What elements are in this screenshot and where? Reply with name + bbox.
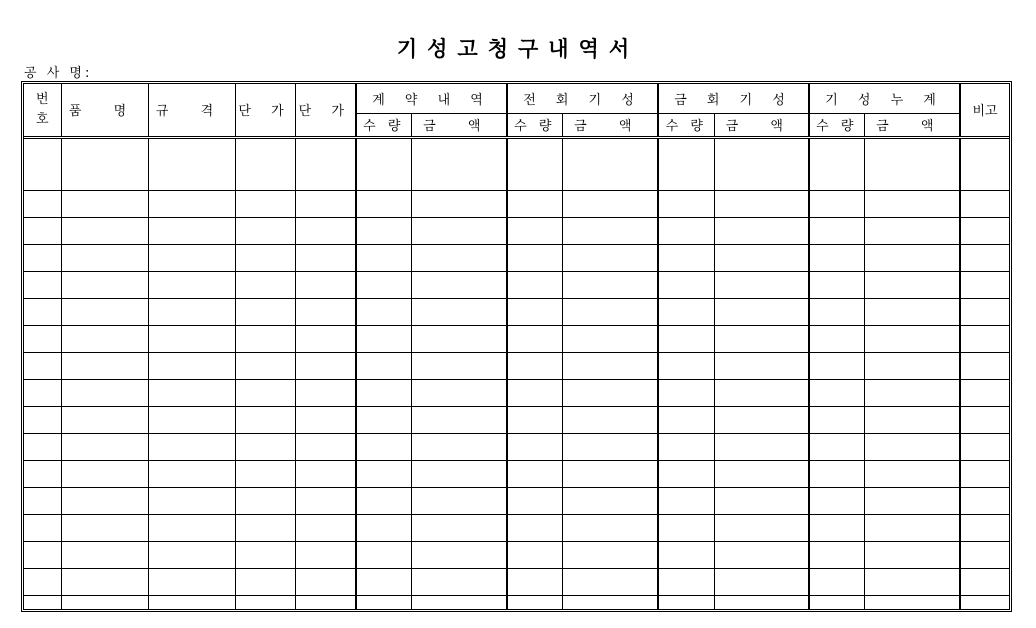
cell-cumulative-qty	[809, 326, 864, 353]
cell-cumulative-qty	[809, 299, 864, 326]
cell-current-qty	[658, 245, 714, 272]
cell-no	[24, 488, 61, 515]
cell-spec	[148, 515, 235, 542]
cell-current-amount	[714, 434, 809, 461]
cell-cumulative-qty	[809, 434, 864, 461]
cell-no	[24, 353, 61, 380]
cell-spec	[148, 218, 235, 245]
cell-previous-qty	[507, 299, 562, 326]
cell-previous-amount	[562, 218, 658, 245]
cell-current-amount	[714, 380, 809, 407]
cell-no	[24, 515, 61, 542]
cell-contract-qty	[356, 595, 411, 609]
cell-no	[24, 434, 61, 461]
cell-current-qty	[658, 488, 714, 515]
header-unit-price-2: 단 가	[295, 84, 356, 137]
cell-previous-qty	[507, 488, 562, 515]
cell-cumulative-amount	[864, 515, 960, 542]
cell-contract-qty	[356, 542, 411, 569]
cell-current-qty	[658, 191, 714, 218]
cell-cumulative-amount	[864, 218, 960, 245]
cell-current-qty	[658, 515, 714, 542]
cell-unit-price-1	[235, 191, 295, 218]
cell-no	[24, 407, 61, 434]
header-previous: 전 회 기 성	[507, 84, 658, 113]
cell-remarks	[960, 326, 1009, 353]
cell-contract-amount	[411, 488, 507, 515]
cell-item-name	[61, 191, 148, 218]
cell-cumulative-amount	[864, 353, 960, 380]
cell-current-qty	[658, 461, 714, 488]
cell-current-amount	[714, 299, 809, 326]
cell-remarks	[960, 191, 1009, 218]
cell-no	[24, 272, 61, 299]
cell-no	[24, 542, 61, 569]
table-row	[24, 407, 1009, 434]
cell-unit-price-1	[235, 218, 295, 245]
cell-current-amount	[714, 353, 809, 380]
header-spec: 규 격	[148, 84, 235, 137]
cell-previous-amount	[562, 380, 658, 407]
cell-item-name	[61, 326, 148, 353]
cell-previous-qty	[507, 434, 562, 461]
cell-cumulative-amount	[864, 461, 960, 488]
cell-item-name	[61, 434, 148, 461]
cell-item-name	[61, 272, 148, 299]
header-contract: 계 약 내 역	[356, 84, 507, 113]
cell-current-qty	[658, 380, 714, 407]
cell-previous-amount	[562, 488, 658, 515]
cell-previous-amount	[562, 569, 658, 596]
cell-cumulative-amount	[864, 299, 960, 326]
cell-previous-amount	[562, 595, 658, 609]
cell-remarks	[960, 515, 1009, 542]
cell-contract-amount	[411, 434, 507, 461]
cell-spec	[148, 380, 235, 407]
cell-previous-qty	[507, 569, 562, 596]
cell-unit-price-1	[235, 461, 295, 488]
cell-cumulative-amount	[864, 542, 960, 569]
table-row	[24, 326, 1009, 353]
cell-remarks	[960, 542, 1009, 569]
header-contract-amount: 금 액	[411, 113, 507, 137]
cell-remarks	[960, 461, 1009, 488]
cell-spec	[148, 488, 235, 515]
cell-current-qty	[658, 137, 714, 191]
cell-current-amount	[714, 461, 809, 488]
cell-unit-price-1	[235, 569, 295, 596]
cell-previous-amount	[562, 137, 658, 191]
cell-spec	[148, 326, 235, 353]
cell-item-name	[61, 299, 148, 326]
cell-previous-qty	[507, 326, 562, 353]
cell-cumulative-amount	[864, 595, 960, 609]
cell-contract-qty	[356, 299, 411, 326]
cell-unit-price-2	[295, 542, 356, 569]
cell-unit-price-1	[235, 488, 295, 515]
table-row	[24, 488, 1009, 515]
cell-current-amount	[714, 488, 809, 515]
cell-previous-amount	[562, 326, 658, 353]
cell-item-name	[61, 353, 148, 380]
cell-unit-price-2	[295, 380, 356, 407]
header-no: 번 호	[24, 84, 61, 137]
table-row	[24, 137, 1009, 191]
cell-previous-amount	[562, 542, 658, 569]
cell-no	[24, 326, 61, 353]
cell-item-name	[61, 380, 148, 407]
cell-current-qty	[658, 434, 714, 461]
cell-no	[24, 569, 61, 596]
cell-previous-amount	[562, 272, 658, 299]
table-row	[24, 595, 1009, 609]
cell-spec	[148, 272, 235, 299]
cell-spec	[148, 299, 235, 326]
cell-previous-amount	[562, 299, 658, 326]
cell-previous-qty	[507, 191, 562, 218]
cell-previous-amount	[562, 407, 658, 434]
table-row	[24, 272, 1009, 299]
cell-current-amount	[714, 326, 809, 353]
cell-no	[24, 137, 61, 191]
cell-unit-price-1	[235, 137, 295, 191]
cell-remarks	[960, 488, 1009, 515]
cell-current-qty	[658, 218, 714, 245]
cell-current-qty	[658, 407, 714, 434]
cell-previous-qty	[507, 137, 562, 191]
cell-unit-price-2	[295, 353, 356, 380]
cell-contract-qty	[356, 461, 411, 488]
cell-unit-price-1	[235, 407, 295, 434]
cell-item-name	[61, 218, 148, 245]
cell-contract-amount	[411, 299, 507, 326]
header-contract-qty: 수 량	[356, 113, 411, 137]
cell-contract-qty	[356, 245, 411, 272]
cell-item-name	[61, 407, 148, 434]
cell-unit-price-2	[295, 218, 356, 245]
cell-spec	[148, 542, 235, 569]
table-row	[24, 245, 1009, 272]
cell-spec	[148, 353, 235, 380]
header-item-name: 품 명	[61, 84, 148, 137]
cell-contract-qty	[356, 137, 411, 191]
cell-cumulative-amount	[864, 191, 960, 218]
cell-previous-qty	[507, 245, 562, 272]
cell-remarks	[960, 353, 1009, 380]
cell-current-amount	[714, 245, 809, 272]
cell-cumulative-qty	[809, 353, 864, 380]
cell-cumulative-amount	[864, 326, 960, 353]
cell-current-amount	[714, 569, 809, 596]
cell-contract-amount	[411, 191, 507, 218]
table-row	[24, 218, 1009, 245]
cell-spec	[148, 407, 235, 434]
cell-current-qty	[658, 326, 714, 353]
cell-unit-price-2	[295, 245, 356, 272]
cell-previous-qty	[507, 407, 562, 434]
cell-item-name	[61, 569, 148, 596]
cell-cumulative-qty	[809, 542, 864, 569]
cell-unit-price-2	[295, 434, 356, 461]
cell-previous-amount	[562, 461, 658, 488]
table-row	[24, 353, 1009, 380]
project-name-label: 공 사 명:	[24, 66, 93, 81]
cell-contract-amount	[411, 353, 507, 380]
cell-contract-amount	[411, 137, 507, 191]
cell-cumulative-qty	[809, 595, 864, 609]
cell-remarks	[960, 218, 1009, 245]
cell-unit-price-2	[295, 137, 356, 191]
header-previous-amount: 금 액	[562, 113, 658, 137]
cell-cumulative-amount	[864, 272, 960, 299]
cell-current-qty	[658, 595, 714, 609]
cell-previous-amount	[562, 353, 658, 380]
header-cumulative-amount: 금 액	[864, 113, 960, 137]
cell-unit-price-2	[295, 326, 356, 353]
header-current: 금 회 기 성	[658, 84, 809, 113]
cell-item-name	[61, 245, 148, 272]
cell-spec	[148, 595, 235, 609]
cell-spec	[148, 569, 235, 596]
cell-previous-qty	[507, 353, 562, 380]
cell-contract-amount	[411, 380, 507, 407]
cell-remarks	[960, 407, 1009, 434]
cell-contract-amount	[411, 245, 507, 272]
cell-cumulative-amount	[864, 407, 960, 434]
cell-current-amount	[714, 542, 809, 569]
table-row	[24, 299, 1009, 326]
cell-cumulative-amount	[864, 380, 960, 407]
header-previous-qty: 수 량	[507, 113, 562, 137]
cell-contract-amount	[411, 218, 507, 245]
cell-cumulative-qty	[809, 461, 864, 488]
cell-contract-qty	[356, 353, 411, 380]
cell-cumulative-amount	[864, 245, 960, 272]
cell-cumulative-qty	[809, 380, 864, 407]
cell-current-amount	[714, 515, 809, 542]
table-row	[24, 515, 1009, 542]
header-current-amount: 금 액	[714, 113, 809, 137]
cell-cumulative-amount	[864, 137, 960, 191]
cell-cumulative-qty	[809, 218, 864, 245]
cell-contract-amount	[411, 595, 507, 609]
header-cumulative-qty: 수 량	[809, 113, 864, 137]
cell-spec	[148, 137, 235, 191]
cell-current-amount	[714, 137, 809, 191]
cell-item-name	[61, 542, 148, 569]
header-remarks: 비고	[960, 84, 1009, 137]
cell-item-name	[61, 461, 148, 488]
cell-spec	[148, 245, 235, 272]
cell-unit-price-2	[295, 272, 356, 299]
statement-sheet	[21, 81, 1012, 612]
cell-spec	[148, 461, 235, 488]
cell-current-qty	[658, 569, 714, 596]
cell-no	[24, 191, 61, 218]
cell-contract-qty	[356, 218, 411, 245]
cell-previous-qty	[507, 218, 562, 245]
cell-contract-qty	[356, 569, 411, 596]
cell-remarks	[960, 299, 1009, 326]
cell-cumulative-amount	[864, 434, 960, 461]
cell-current-qty	[658, 542, 714, 569]
cell-no	[24, 380, 61, 407]
cell-unit-price-2	[295, 461, 356, 488]
cell-cumulative-qty	[809, 272, 864, 299]
cell-unit-price-1	[235, 245, 295, 272]
cell-remarks	[960, 569, 1009, 596]
cell-previous-qty	[507, 542, 562, 569]
table-row	[24, 461, 1009, 488]
cell-contract-qty	[356, 191, 411, 218]
cell-unit-price-2	[295, 488, 356, 515]
cell-item-name	[61, 137, 148, 191]
cell-contract-qty	[356, 488, 411, 515]
cell-no	[24, 218, 61, 245]
cell-previous-qty	[507, 380, 562, 407]
table-row	[24, 380, 1009, 407]
progress-claim-table	[24, 84, 1009, 609]
cell-current-amount	[714, 272, 809, 299]
cell-contract-amount	[411, 407, 507, 434]
cell-no	[24, 245, 61, 272]
cell-remarks	[960, 272, 1009, 299]
cell-unit-price-2	[295, 515, 356, 542]
cell-contract-amount	[411, 515, 507, 542]
cell-contract-qty	[356, 272, 411, 299]
cell-item-name	[61, 595, 148, 609]
cell-item-name	[61, 488, 148, 515]
cell-current-qty	[658, 299, 714, 326]
cell-remarks	[960, 245, 1009, 272]
table-row	[24, 434, 1009, 461]
cell-contract-amount	[411, 461, 507, 488]
cell-no	[24, 461, 61, 488]
table-row	[24, 542, 1009, 569]
cell-current-qty	[658, 272, 714, 299]
cell-contract-qty	[356, 380, 411, 407]
cell-unit-price-2	[295, 191, 356, 218]
cell-unit-price-2	[295, 569, 356, 596]
cell-unit-price-2	[295, 595, 356, 609]
cell-previous-qty	[507, 515, 562, 542]
cell-contract-amount	[411, 542, 507, 569]
cell-cumulative-qty	[809, 488, 864, 515]
cell-previous-amount	[562, 191, 658, 218]
cell-unit-price-1	[235, 542, 295, 569]
cell-previous-qty	[507, 595, 562, 609]
cell-previous-amount	[562, 434, 658, 461]
cell-unit-price-1	[235, 595, 295, 609]
cell-cumulative-qty	[809, 191, 864, 218]
cell-remarks	[960, 137, 1009, 191]
cell-current-amount	[714, 191, 809, 218]
table-row	[24, 191, 1009, 218]
cell-unit-price-1	[235, 380, 295, 407]
cell-no	[24, 595, 61, 609]
cell-unit-price-1	[235, 299, 295, 326]
cell-contract-qty	[356, 434, 411, 461]
cell-cumulative-qty	[809, 515, 864, 542]
header-cumulative: 기 성 누 계	[809, 84, 960, 113]
cell-contract-qty	[356, 407, 411, 434]
cell-unit-price-1	[235, 353, 295, 380]
document-title: 기성고청구내역서	[396, 37, 640, 61]
cell-contract-amount	[411, 569, 507, 596]
cell-spec	[148, 191, 235, 218]
cell-unit-price-1	[235, 434, 295, 461]
cell-cumulative-qty	[809, 569, 864, 596]
table-body	[24, 137, 1009, 609]
cell-unit-price-1	[235, 272, 295, 299]
cell-unit-price-2	[295, 407, 356, 434]
cell-no	[24, 299, 61, 326]
cell-remarks	[960, 595, 1009, 609]
cell-current-qty	[658, 353, 714, 380]
cell-contract-amount	[411, 326, 507, 353]
cell-remarks	[960, 434, 1009, 461]
cell-current-amount	[714, 595, 809, 609]
cell-cumulative-qty	[809, 245, 864, 272]
table-row	[24, 569, 1009, 596]
cell-item-name	[61, 515, 148, 542]
cell-previous-qty	[507, 272, 562, 299]
cell-previous-amount	[562, 245, 658, 272]
cell-cumulative-amount	[864, 488, 960, 515]
cell-cumulative-qty	[809, 137, 864, 191]
cell-spec	[148, 434, 235, 461]
cell-current-amount	[714, 218, 809, 245]
cell-cumulative-qty	[809, 407, 864, 434]
cell-remarks	[960, 380, 1009, 407]
cell-contract-amount	[411, 272, 507, 299]
cell-cumulative-amount	[864, 569, 960, 596]
cell-unit-price-1	[235, 326, 295, 353]
cell-contract-qty	[356, 515, 411, 542]
cell-contract-qty	[356, 326, 411, 353]
header-current-qty: 수 량	[658, 113, 714, 137]
header-unit-price-1: 단 가	[235, 84, 295, 137]
cell-previous-amount	[562, 515, 658, 542]
cell-previous-qty	[507, 461, 562, 488]
cell-unit-price-2	[295, 299, 356, 326]
cell-current-amount	[714, 407, 809, 434]
cell-unit-price-1	[235, 515, 295, 542]
